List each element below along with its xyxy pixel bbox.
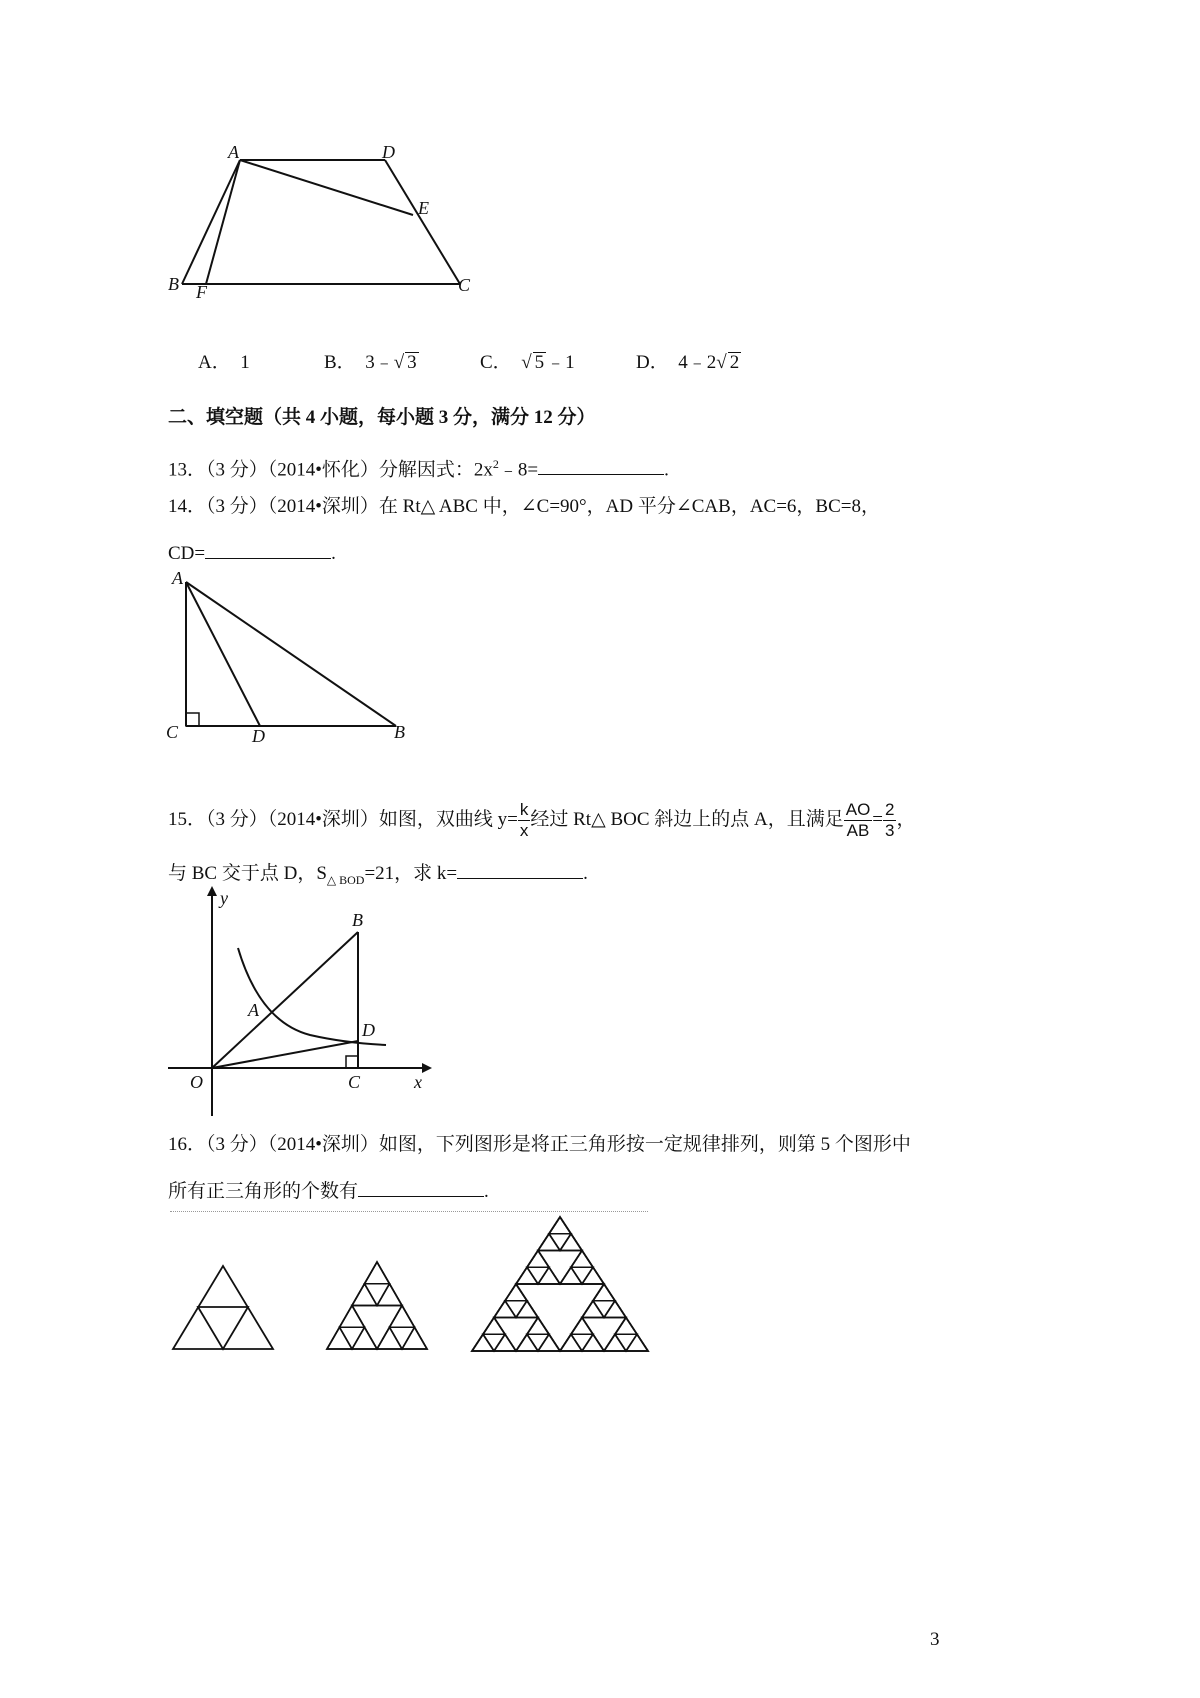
label-c: C <box>348 1072 361 1092</box>
triangle-outline <box>505 1284 527 1301</box>
triangle-outline <box>494 1301 516 1318</box>
triangle-outline <box>527 1318 549 1335</box>
triangle-outline <box>516 1301 538 1318</box>
label-b: B <box>394 722 405 742</box>
triangle-outline <box>615 1334 637 1351</box>
triangle-outline <box>626 1334 648 1351</box>
triangle-outline <box>390 1327 415 1349</box>
answer-blank-15[interactable] <box>457 860 583 879</box>
triangle-outline <box>604 1334 626 1351</box>
label-c: C <box>166 722 179 742</box>
label-a: A <box>248 1000 259 1020</box>
triangle-outline <box>340 1327 365 1349</box>
triangle-outline <box>593 1301 615 1318</box>
triangle-outline <box>538 1234 560 1251</box>
label-a: A <box>172 568 183 588</box>
label-e: E <box>418 198 429 218</box>
option-b: B． 3﹣√ 3 <box>324 352 417 373</box>
triangle-outline <box>340 1306 365 1328</box>
triangle-outline <box>560 1267 582 1284</box>
triangle-outline <box>327 1327 352 1349</box>
right-triangle-figure <box>160 570 420 750</box>
triangle-figure-1 <box>168 1262 278 1357</box>
triangle-outline <box>615 1318 637 1335</box>
question-14-line2: CD= . <box>168 540 336 566</box>
triangle-outline <box>527 1267 549 1284</box>
triangle-outline <box>516 1334 538 1351</box>
option-a: A． 1 <box>198 352 250 373</box>
triangle-outline <box>538 1334 560 1351</box>
triangle-figure-3 <box>468 1213 653 1358</box>
question-13: 13．（3 分）（2014•怀化）分解因式：$2x^2﹣8=$ . <box>168 457 669 481</box>
label-c: C <box>458 275 471 295</box>
option-d: D． 4﹣2√ 2 <box>636 352 740 373</box>
dotted-divider <box>170 1211 648 1212</box>
fraction-k-over-x: $\frac{k}{x}$ <box>519 800 529 841</box>
label-b: B <box>168 274 179 294</box>
triangle-outline <box>582 1267 604 1284</box>
trapezoid-figure <box>168 142 510 318</box>
answer-blank-16[interactable] <box>358 1178 484 1197</box>
triangle-outline <box>516 1267 538 1284</box>
label-f: F <box>196 282 207 302</box>
triangle-outline <box>582 1334 604 1351</box>
triangle-outline <box>505 1301 527 1318</box>
question-16-line2: 所有正三角形的个数有 . <box>168 1178 489 1204</box>
triangle-outline <box>593 1284 615 1301</box>
triangle-outline <box>352 1284 377 1306</box>
label-b: B <box>352 910 363 930</box>
section-heading: 二、填空题（共 4 小题，每小题 3 分，满分 12 分） <box>168 407 596 428</box>
triangle-outline <box>571 1251 593 1268</box>
triangle-outline <box>582 1301 604 1318</box>
triangle-outline <box>483 1318 505 1335</box>
triangle-outline <box>402 1327 427 1349</box>
label-o: O <box>190 1072 203 1092</box>
triangle-outline <box>472 1334 494 1351</box>
triangle-outline <box>560 1334 582 1351</box>
answer-blank-14[interactable] <box>205 540 331 559</box>
triangle-outline <box>549 1234 571 1251</box>
triangle-outline <box>571 1334 593 1351</box>
label-d: D <box>382 142 395 162</box>
label-d: D <box>252 726 265 746</box>
label-a: A <box>228 142 239 162</box>
answer-blank-13[interactable] <box>538 456 664 475</box>
triangle-outline <box>571 1267 593 1284</box>
triangle-outline <box>538 1267 560 1284</box>
page-number: 3 <box>930 1629 940 1650</box>
triangle-outline <box>604 1301 626 1318</box>
triangle-outline <box>527 1251 549 1268</box>
triangle-outline <box>560 1234 582 1251</box>
triangle-outline <box>352 1327 377 1349</box>
label-x: x <box>414 1072 422 1092</box>
question-15-line1: 15．（3 分）（2014•深圳）如图，双曲线 y= $\frac{k}{x}$ 经过 Rt△ BOC 斜边上的点 A，且满足 $\frac{AO}{AB}$ = $\frac{2}{3}$ ， <box>168 800 916 841</box>
triangle-figure-2 <box>322 1258 432 1353</box>
label-d: D <box>362 1020 375 1040</box>
label-y: y <box>220 888 228 908</box>
triangle-outline <box>571 1318 593 1335</box>
triangle-outline <box>494 1334 516 1351</box>
triangle-outline <box>390 1306 415 1328</box>
hyperbola-figure <box>160 890 440 1120</box>
triangle-outline <box>377 1327 402 1349</box>
triangle-outline <box>549 1217 571 1234</box>
triangle-outline <box>483 1334 505 1351</box>
option-c: C． √ 5 ﹣1 <box>480 352 575 373</box>
triangle-outline <box>377 1284 402 1306</box>
triangle-outline <box>365 1262 390 1284</box>
triangle-outline <box>365 1284 390 1306</box>
fraction-two-thirds: $\frac{2}{3}$ <box>885 800 895 841</box>
question-15-line2: 与 BC 交于点 D，$S_{\triangle BOD}=21$，求 k= . <box>168 860 588 892</box>
question-16-line1: 16．（3 分）（2014•深圳）如图，下列图形是将正三角形按一定规律排列，则第 5 个图形中 <box>168 1134 911 1155</box>
triangle-outline <box>527 1334 549 1351</box>
question-14-line1: 14．（3 分）（2014•深圳）在 Rt△ ABC 中，∠C=90°，AD 平分∠CAB，AC=6，BC=8， <box>168 496 880 517</box>
fraction-ao-over-ab: $\frac{AO}{AB}$ <box>845 800 871 841</box>
